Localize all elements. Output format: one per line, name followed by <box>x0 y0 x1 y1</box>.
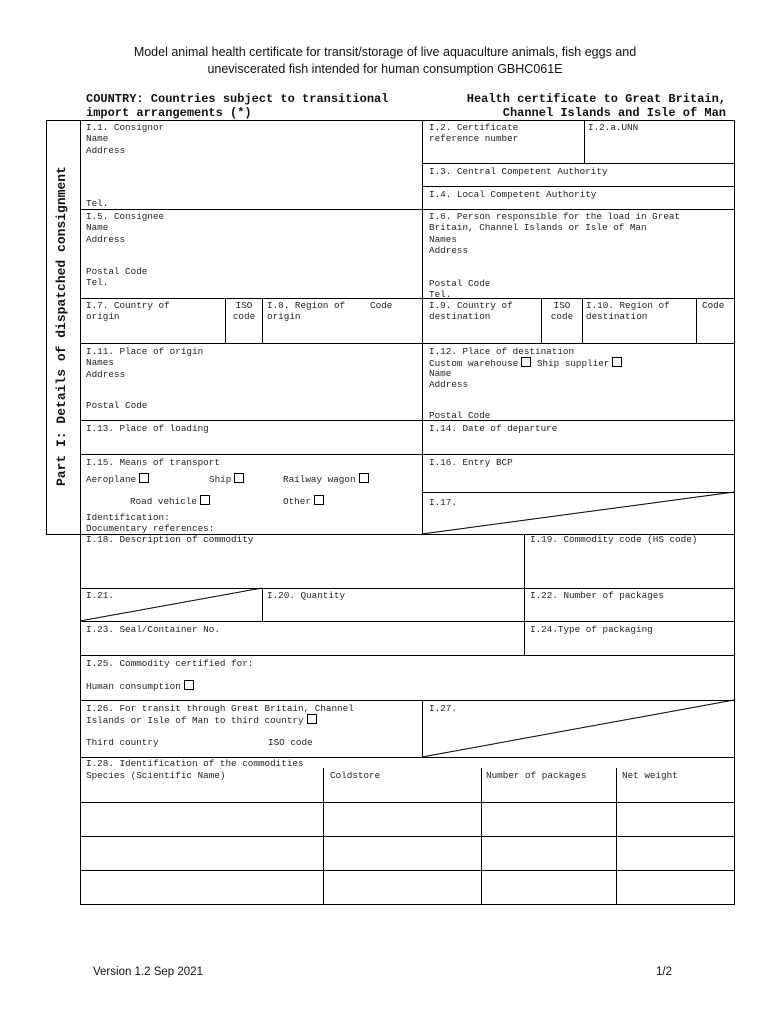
transit-checkbox[interactable] <box>307 714 317 724</box>
transport-road <box>130 495 210 507</box>
aeroplane-checkbox[interactable] <box>139 473 149 483</box>
i10-region-destination: I.10. Region of destination <box>586 300 670 323</box>
i12-postal-code: Postal Code <box>429 410 491 421</box>
transport-other <box>283 495 324 507</box>
i11-place-origin: I.11. Place of origin Names Address <box>86 346 204 380</box>
transport-ship <box>209 473 244 485</box>
ship-label: Ship <box>209 474 232 485</box>
i4-local-authority: I.4. Local Competent Authority <box>429 189 597 200</box>
i1-consignor: I.1. Consignor Name Address <box>86 122 165 156</box>
aeroplane-label: Aeroplane <box>86 474 137 485</box>
part-one-side-label: Part I: Details of dispatched consignment <box>54 166 69 486</box>
i20-quantity: I.20. Quantity <box>267 590 346 601</box>
i24-type-packaging: I.24.Type of packaging <box>530 624 653 635</box>
i27-diagonal <box>422 700 734 757</box>
i22-number-packages: I.22. Number of packages <box>530 590 664 601</box>
ship-supplier-label: Ship supplier <box>536 358 610 369</box>
i10-code: Code <box>702 300 725 311</box>
other-label: Other <box>283 496 311 507</box>
i5-postal-tel: Postal Code Tel. <box>86 266 148 289</box>
transport-aeroplane <box>86 473 149 485</box>
cert-title-line-1: Health certificate to Great Britain, <box>466 92 726 106</box>
third-country-label: Third country <box>86 737 159 748</box>
i12-place-destination: I.12. Place of destination <box>429 346 575 357</box>
i7-country-origin: I.7. Country of origin <box>86 300 170 323</box>
i14-date-departure: I.14. Date of departure <box>429 423 558 434</box>
ship-supplier-checkbox[interactable] <box>612 357 622 367</box>
railway-wagon-checkbox[interactable] <box>359 473 369 483</box>
i26-transit-label: I.26. For transit through Great Britain, Channel Islands or Isle of Man to third country <box>86 703 354 727</box>
i23-seal-container: I.23. Seal/Container No. <box>86 624 220 635</box>
custom-warehouse-checkbox[interactable] <box>521 357 531 367</box>
i8-code: Code <box>370 300 393 311</box>
custom-warehouse-label: Custom warehouse <box>429 358 519 369</box>
i5-consignee: I.5. Consignee Name Address <box>86 211 165 245</box>
footer-version: Version 1.2 Sep 2021 <box>93 966 203 978</box>
i2-certificate-ref: I.2. Certificate reference number <box>429 122 519 145</box>
i27-field: I.27. <box>429 703 457 714</box>
transport-railway <box>283 473 369 485</box>
identification-references: Identification: Documentary references: <box>86 512 215 535</box>
i8-region-origin: I.8. Region of origin <box>267 300 346 323</box>
i17-field: I.17. <box>429 497 457 508</box>
i13-place-loading: I.13. Place of loading <box>86 423 209 434</box>
cert-title-line-2: Channel Islands and Isle of Man <box>502 106 726 120</box>
i11-postal-code: Postal Code <box>86 400 148 411</box>
i9-iso-code: ISO code <box>550 300 574 323</box>
i6-postal-tel: Postal Code Tel. <box>429 278 491 301</box>
human-consumption-checkbox[interactable] <box>184 680 194 690</box>
i2a-unn: I.2.a.UNN <box>588 122 639 133</box>
title-line-2: uneviscerated fish intended for human consumption GBHC061E <box>207 62 563 76</box>
i16-entry-bcp: I.16. Entry BCP <box>429 457 513 468</box>
third-country-iso-code: ISO code <box>268 737 313 748</box>
i3-central-authority: I.3. Central Competent Authority <box>429 166 608 177</box>
i17-diagonal <box>422 492 734 534</box>
title-line-1: Model animal health certificate for transit/storage of live aquaculture animals, fish eggs and <box>133 45 637 59</box>
i25-certified-for: I.25. Commodity certified for: <box>86 658 254 669</box>
other-checkbox[interactable] <box>314 495 324 505</box>
i19-commodity-code: I.19. Commodity code (HS code) <box>530 534 698 545</box>
i7-iso-code: ISO code <box>232 300 256 323</box>
i1-tel: Tel. <box>86 198 109 209</box>
ship-checkbox[interactable] <box>234 473 244 483</box>
footer-page-number: 1/2 <box>656 966 672 978</box>
i26-transit <box>86 703 354 727</box>
country-line-2: import arrangements (*) <box>86 106 252 120</box>
col-number-packages: Number of packages <box>486 770 587 781</box>
i15-means-transport: I.15. Means of transport <box>86 457 220 468</box>
railway-wagon-label: Railway wagon <box>283 474 356 485</box>
col-species: Species (Scientific Name) <box>86 770 226 781</box>
road-vehicle-checkbox[interactable] <box>200 495 210 505</box>
human-consumption <box>86 680 194 692</box>
col-net-weight: Net weight <box>622 770 678 781</box>
i9-country-destination: I.9. Country of destination <box>429 300 513 323</box>
road-vehicle-label: Road vehicle <box>130 496 197 507</box>
i21-field: I.21. <box>86 590 114 601</box>
human-consumption-label: Human consumption <box>86 681 181 692</box>
i12-name-address: Name Address <box>429 368 469 391</box>
country-line-1: COUNTRY: Countries subject to transitional <box>86 92 389 106</box>
col-coldstore: Coldstore <box>330 770 381 781</box>
i28-identification: I.28. Identification of the commodities <box>86 758 304 769</box>
i6-person-responsible: I.6. Person responsible for the load in Great Britain, Channel Islands or Isle of Man Names Address <box>429 211 681 256</box>
i18-description: I.18. Description of commodity <box>86 534 254 545</box>
